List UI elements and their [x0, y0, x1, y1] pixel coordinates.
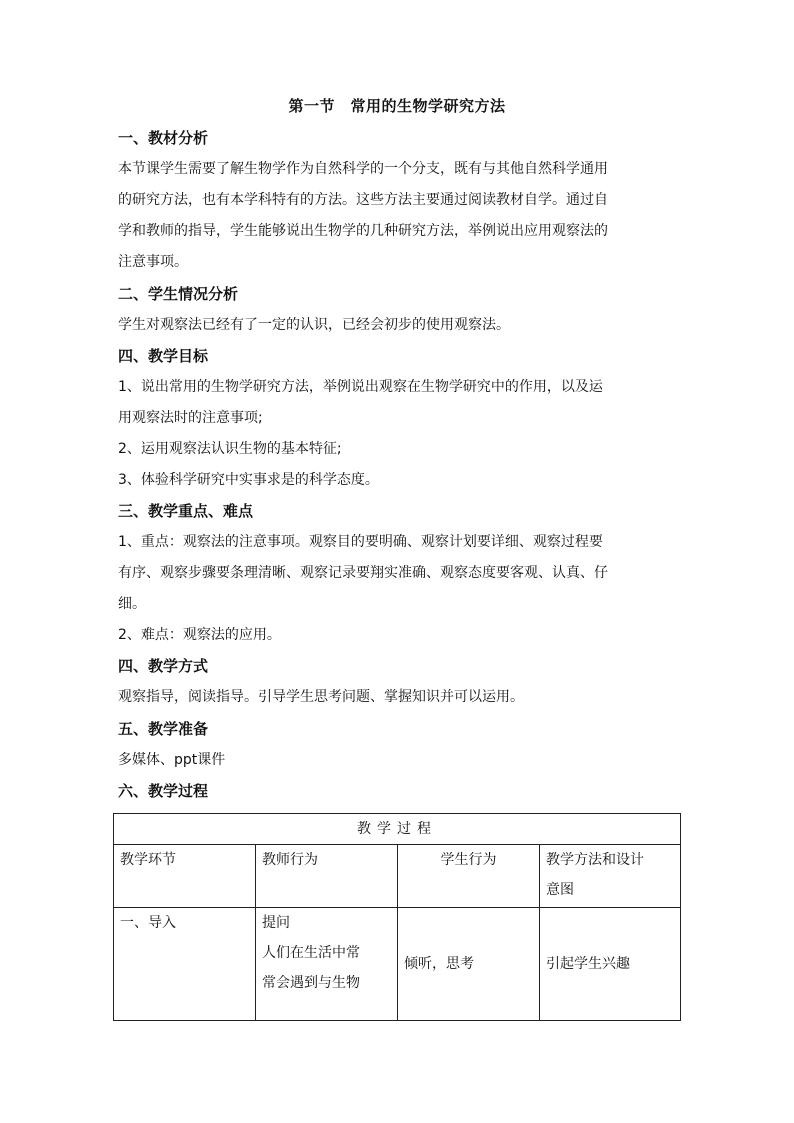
cell-method	[540, 908, 681, 1021]
header-label: 教学环节	[120, 852, 176, 868]
section-teaching-goals	[118, 341, 676, 496]
section-heading: 六、教学过程	[118, 782, 209, 800]
section-heading: 五、教学准备	[118, 720, 209, 738]
paragraph-line: 注意事项。	[118, 254, 188, 270]
section-textbook-analysis	[118, 123, 676, 278]
teaching-process-table	[113, 813, 681, 1021]
cell-teacher	[256, 908, 398, 1021]
table-header-row	[114, 845, 681, 908]
section-teaching-method	[118, 651, 676, 713]
paragraph-line: 的研究方法，也有本学科特有的方法。这些方法主要通过阅读教材自学。通过自	[118, 192, 608, 208]
cell-text: 常会遇到与生物	[262, 975, 360, 991]
paragraph-line: 2、难点：观察法的应用。	[118, 627, 281, 643]
cell-text: 一、导入	[120, 915, 176, 931]
header-cell-stage	[114, 845, 256, 908]
header-cell-method	[540, 845, 681, 908]
header-cell-student	[398, 845, 540, 908]
table-row	[114, 908, 681, 1021]
section-heading: 四、教学目标	[118, 347, 209, 365]
section-heading: 一、教材分析	[118, 129, 209, 147]
header-label: 教师行为	[262, 852, 318, 868]
cell-text: 引起学生兴趣	[546, 956, 630, 972]
cell-text: 人们在生活中常	[262, 945, 360, 961]
paragraph-line: 1、说出常用的生物学研究方法，举例说出观察在生物学研究中的作用，以及运	[118, 379, 603, 395]
cell-stage	[114, 908, 256, 1021]
header-label: 学生行为	[440, 852, 497, 868]
paragraph-line: 多媒体、ppt课件	[118, 752, 226, 768]
paragraph-line: 本节课学生需要了解生物学作为自然科学的一个分支，既有与其他自然科学通用	[118, 161, 608, 177]
paragraph-line: 细。	[118, 596, 146, 612]
paragraph-line: 用观察法时的注意事项;	[118, 410, 263, 426]
cell-text: 提问	[262, 915, 290, 931]
table-caption-row	[114, 814, 681, 845]
paragraph-line: 2、运用观察法认识生物的基本特征;	[118, 441, 342, 457]
section-teaching-preparation	[118, 714, 676, 776]
section-teaching-process	[118, 776, 676, 807]
section-heading: 二、学生情况分析	[118, 285, 239, 303]
paragraph-line: 1、重点：观察法的注意事项。观察目的要明确、观察计划要详细、观察过程要	[118, 534, 603, 550]
cell-text: 倾听，思考	[404, 956, 474, 972]
section-student-analysis	[118, 279, 676, 341]
table-caption: 教学过程	[114, 814, 681, 845]
paragraph-line: 学和教师的指导，学生能够说出生物学的几种研究方法，举例说出应用观察法的	[118, 223, 608, 239]
section-key-points	[118, 496, 676, 651]
page-title: 第一节 常用的生物学研究方法	[288, 97, 506, 115]
section-heading: 三、教学重点、难点	[118, 502, 254, 520]
header-cell-teacher	[256, 845, 398, 908]
header-label: 教学方法和设计	[546, 852, 644, 868]
section-heading: 四、教学方式	[118, 657, 209, 675]
paragraph-line: 3、体验科学研究中实事求是的科学态度。	[118, 472, 379, 488]
paragraph-line: 观察指导，阅读指导。引导学生思考问题、掌握知识并可以运用。	[118, 689, 524, 705]
paragraph-line: 学生对观察法已经有了一定的认识，已经会初步的使用观察法。	[118, 317, 510, 333]
paragraph-line: 有序、观察步骤要条理清晰、观察记录要翔实准确、观察态度要客观、认真、仔	[118, 565, 608, 581]
header-label: 意图	[546, 882, 574, 898]
cell-student	[398, 908, 540, 1021]
